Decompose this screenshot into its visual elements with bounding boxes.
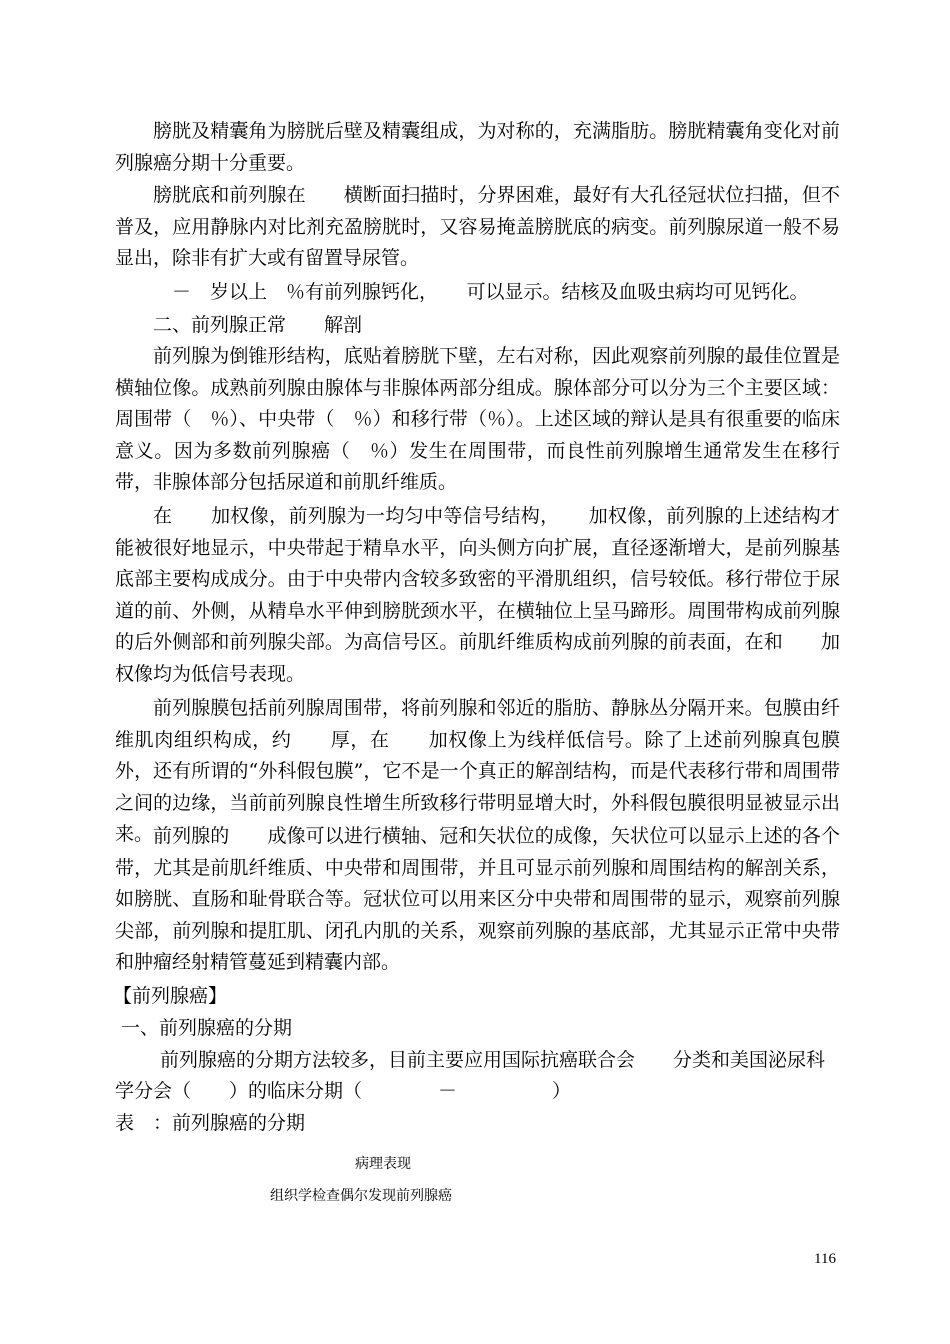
sub-heading-staging: 一、前列腺癌的分期 (121, 1017, 293, 1039)
page-number: 116 (814, 1251, 836, 1267)
staging-paragraph-line2: 学分会（ ）的临床分期（ － ） (115, 1080, 572, 1102)
paragraph-bladder-base: 膀胱底和前列腺在 横断面扫描时，分界困难，最好有大孔径冠状位扫描，但不普及，应用静脉内对比剂充盈膀胱时，又容易掩盖膀胱底的病变。前列腺尿道一般不易显出，除非有扩大或有留置导尿管。 (115, 184, 840, 270)
paragraph-weighted-imaging: 在 加权像，前列腺为一均匀中等信号结构， 加权像，前列腺的上述结构才能被很好地显示，中央带起于精阜水平，向头侧方向扩展，直径逐渐增大，是前列腺基底部主要构成成分。由于中央带内含较多致密的平滑肌组织，信号较低。移行带位于尿道的前、外侧，从精阜水平伸到膀胱颈水平，在横轴位上呈马蹄形。周围带构成前列腺的后外侧部和前列腺尖部。为高信号区。前肌纤维质构成前列腺的前表面，在和 加权像均为低信号表现。 (115, 505, 840, 685)
paragraph-prostate-structure: 前列腺为倒锥形结构，底贴着膀胱下壁，左右对称，因此观察前列腺的最佳位置是横轴位像。成熟前列腺由腺体与非腺体两部分组成。腺体部分可以分为三个主要区域：周围带（ ％）、中央带（ ％）和移行带（％）。上述区域的辩认是具有很重要的临床意义。因为多数前列腺癌（ ％）发生在周围带，而良性前列腺增生通常发生在移行带，非腺体部分包括尿道和前肌纤维质。 (115, 345, 840, 494)
paragraph-imaging-planes: 前列腺的 成像可以进行横轴、冠和矢状位的成像，矢状位可以显示上述的各个带，尤其是前肌纤维质、中央带和周围带，并且可显示前列腺和周围结构的解剖关系，如膀胱、直肠和耻骨联合等。冠状位可以用来区分中央带和周围带的显示，观察前列腺尖部，前列腺和提肛肌、闭孔内肌的关系，观察前列腺的基底部，尤其显示正常中央带和肿瘤经射精管蔓延到精囊内部。 (115, 825, 840, 974)
paragraph-prostate-capsule: 前列腺膜包括前列腺周围带，将前列腺和邻近的脂肪、静脉丛分隔开来。包膜由纤维肌肉组织构成，约 厚，在 加权像上为线样低信号。除了上述前列腺真包膜外，还有所谓的“外科假包膜”，它不是一个真正的解剖结构，而是代表移行带和周围带之间的边缘，当前前列腺良性增生所致移行带明显增大时，外科假包膜很明显被显示出来。 (115, 697, 840, 846)
staging-paragraph-line1: 前列腺癌的分期方法较多，目前主要应用国际抗癌联合会 分类和美国泌尿科 (160, 1049, 826, 1071)
table-cell-row1: 组织学检查偶尔发现前列腺癌 (270, 1188, 452, 1204)
paragraph-calcification: － 岁以上 ％有前列腺钙化， 可以显示。结核及血吸虫病均可见钙化。 (153, 281, 809, 303)
section-heading-prostate-cancer: 【前列腺癌】 (113, 985, 228, 1007)
table-header-pathology: 病理表现 (355, 1156, 411, 1172)
section-heading-normal-anatomy: 二、前列腺正常 解剖 (153, 314, 363, 336)
table-caption: 表 ：前列腺癌的分期 (115, 1112, 306, 1134)
paragraph-bladder-seminal-angle: 膀胱及精囊角为膀胱后壁及精囊组成，为对称的，充满脂肪。膀胱精囊角变化对前列腺癌分期十分重要。 (115, 120, 840, 174)
